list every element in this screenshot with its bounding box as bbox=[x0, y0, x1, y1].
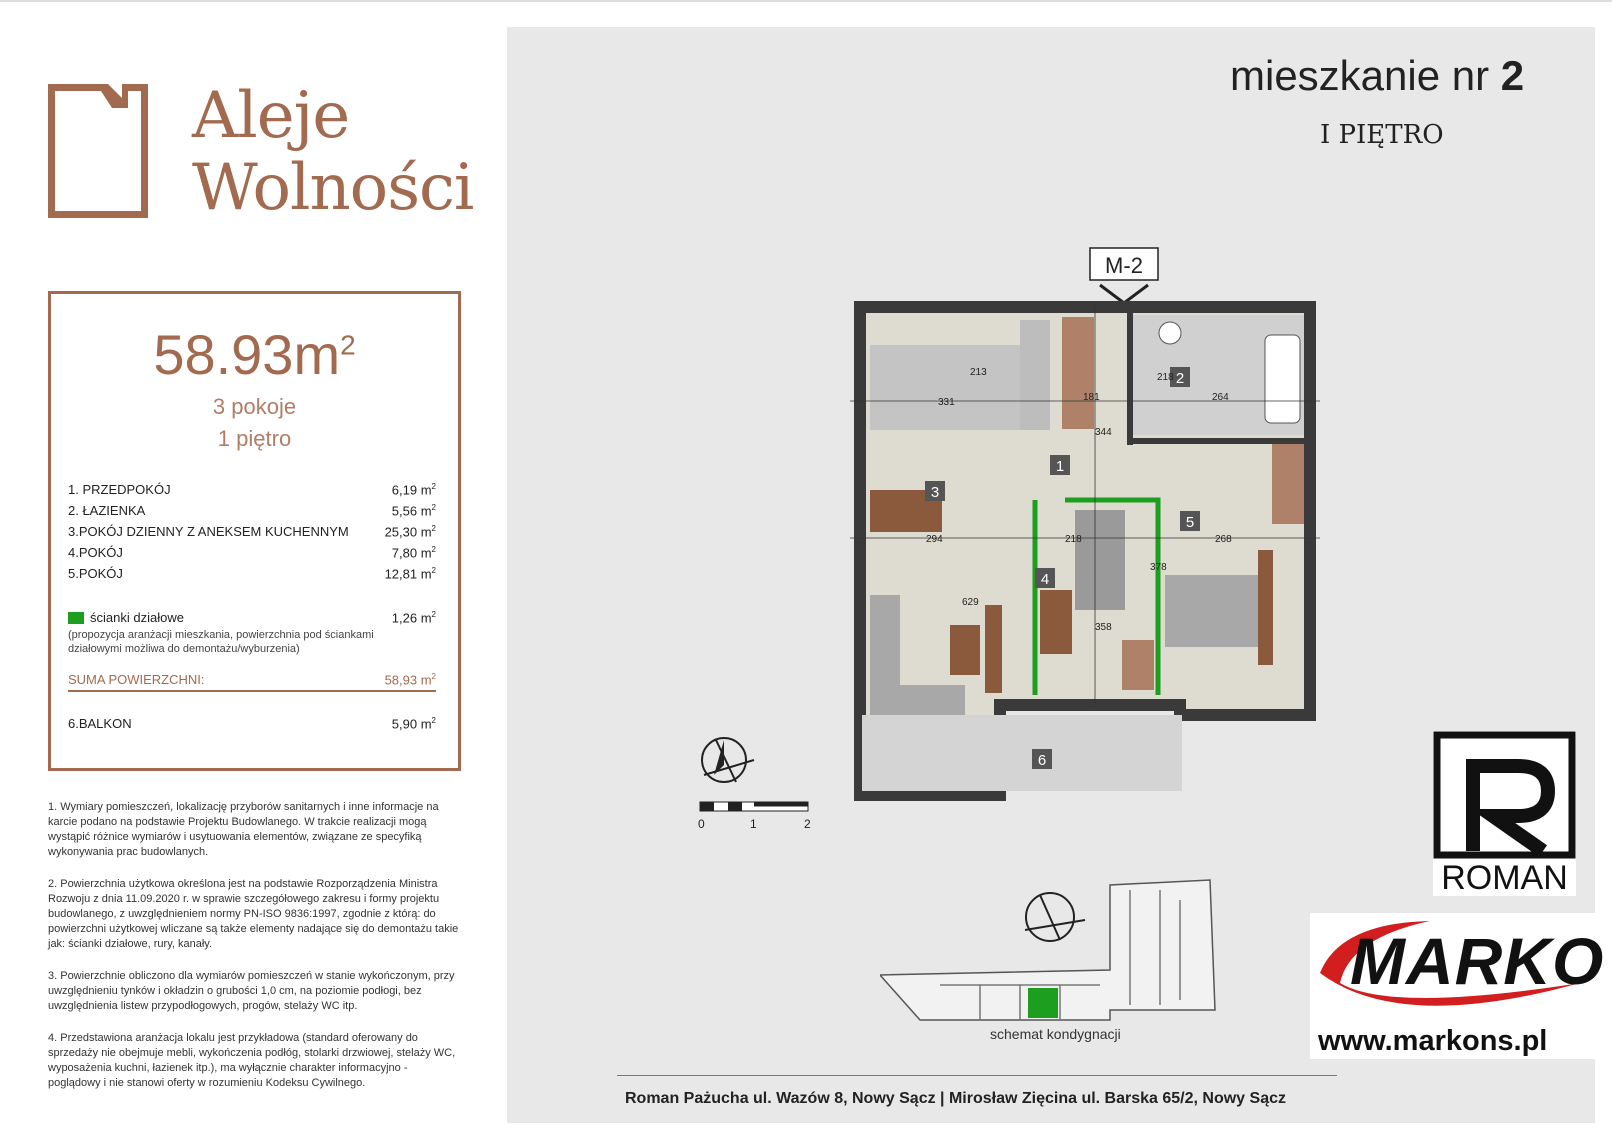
roman-logo-text: ROMAN bbox=[1441, 859, 1568, 897]
sum-row: SUMA POWIERZCHNI: 58,93 $m^2$ bbox=[68, 672, 436, 692]
svg-text:181: 181 bbox=[1083, 392, 1100, 403]
brand-logo-text bbox=[192, 80, 473, 224]
desk bbox=[1040, 590, 1072, 654]
sink-icon bbox=[1159, 322, 1181, 344]
svg-text:629: 629 bbox=[962, 597, 979, 608]
svg-text:264: 264 bbox=[1212, 392, 1229, 403]
svg-text:378: 378 bbox=[1150, 562, 1167, 573]
room-number-2: 2 bbox=[1175, 370, 1185, 387]
note-2: 2. Powierzchnia użytkowa określona jest na podstawie Rozporządzenia Ministra Rozwoju z dnia 11.09.2020 r. w sprawie szczegółowego zakresu i formy projektu budowlanego, z uwzględnieniem normy PN-ISO 9836:1997, zgodnie z którą: do powierzchni użytkowej wliczane są także elementy nadające się do demontażu takie jak: ścianki działowe, rury, kanały. bbox=[48, 878, 459, 950]
svg-text:218: 218 bbox=[1065, 534, 1082, 545]
marko-url: www.markons.pl bbox=[1318, 1025, 1548, 1057]
summary-box bbox=[48, 291, 461, 771]
bathtub-icon bbox=[1265, 335, 1300, 423]
marko-logo-text: MARKO bbox=[1350, 924, 1605, 998]
rooms-count: 3 pokoje bbox=[212, 394, 297, 419]
room-number-3: 3 bbox=[930, 484, 940, 501]
scale-label: 1 bbox=[750, 817, 757, 831]
brand-line-2: Wolności bbox=[192, 151, 474, 225]
roman-logo bbox=[1433, 731, 1576, 896]
svg-text:344: 344 bbox=[1095, 427, 1112, 438]
svg-text:331: 331 bbox=[938, 397, 955, 408]
logo-mark-icon bbox=[48, 84, 148, 218]
flat-location-marker bbox=[1028, 988, 1058, 1018]
floor-title: I PIĘTRO bbox=[1320, 120, 1444, 150]
room-number-5: 5 bbox=[1185, 514, 1195, 531]
room-row: 4.POKÓJ 7,80 $m^2$ bbox=[68, 545, 436, 561]
tv-stand bbox=[985, 605, 1002, 693]
coffee-table bbox=[950, 625, 980, 675]
footer-rule bbox=[617, 1075, 1337, 1076]
svg-text:268: 268 bbox=[1215, 534, 1232, 545]
walls-row: ścianki działowe 1,26 $m^2$ bbox=[90, 610, 436, 626]
bed-frame bbox=[1258, 550, 1273, 665]
note-4: 4. Przedstawiona aranżacja lokalu jest przykładowa (standard oferowany do sprzedaży nie obejmuje mebli, wykończenia podłóg, stolarki drzwiowej, stelaży WC, wyposażenia kuchni, łazienek itp.), ma wyłącznie charakter informacyjno - poglądowy i nie stanowi oferty w rozumieniu Kodeksu Cywilnego. bbox=[48, 1032, 456, 1089]
floor-plan bbox=[840, 245, 1330, 830]
scale-label: 0 bbox=[698, 817, 705, 831]
room-row: 3.POKÓJ DZIENNY Z ANEKSEM KUCHENNYM 25,30 $m^2$ bbox=[68, 524, 436, 540]
note-3: 3. Powierzchnie obliczono dla wymiarów pomieszczeń w stanie wykończonym, przy uwzględnieniu tynków i okładzin o grubości 1,0 cm, na poziomie podłogi, bez uwzględnienia listew przypodłogowych, progów, stelaży WC itp. bbox=[48, 970, 455, 1012]
flat-title: mieszkanie nr 2 bbox=[1230, 52, 1525, 99]
wardrobe-room5 bbox=[1272, 442, 1304, 524]
floor-schema bbox=[880, 860, 1240, 1030]
balcony-floor bbox=[862, 715, 1182, 791]
kitchen-appliance bbox=[1020, 320, 1050, 430]
brand-line-1: Aleje bbox=[192, 79, 350, 153]
bed-room4 bbox=[1075, 510, 1125, 610]
flat-tag: M-2 bbox=[1105, 253, 1143, 278]
floor-label: 1 piętro bbox=[217, 426, 292, 451]
wardrobe-room4 bbox=[1122, 640, 1154, 690]
note-1: 1. Wymiary pomieszczeń, lokalizację przyborów sanitarnych i inne informacje na karcie podano na podstawie Projektu Budowlanego. W trakcie realizacji mogą wystąpić różnice wymiarów i usytuowania elementów, związane ze specyfiką wykonywania prac budowlanych. bbox=[48, 801, 439, 858]
room-number-1: 1 bbox=[1055, 458, 1065, 475]
wardrobe-hall bbox=[1062, 317, 1094, 429]
bed-room5 bbox=[1165, 575, 1270, 647]
entrance-arrow-icon bbox=[1100, 285, 1148, 303]
room-number-6: 6 bbox=[1037, 752, 1047, 769]
scale-bar bbox=[698, 800, 818, 834]
total-area: $58.93m^2$ bbox=[153, 323, 356, 386]
balcony-row: 6.BALKON 5,90 $m^2$ bbox=[68, 716, 436, 732]
sofa bbox=[870, 595, 900, 725]
svg-text:218: 218 bbox=[1157, 372, 1174, 383]
svg-text:294: 294 bbox=[926, 534, 943, 545]
top-rule bbox=[0, 0, 1612, 2]
svg-text:358: 358 bbox=[1095, 622, 1112, 633]
scale-label: 2 bbox=[804, 817, 811, 831]
room-number-4: 4 bbox=[1040, 571, 1050, 588]
room-row: 1. PRZEDPOKÓJ 6,19 $m^2$ bbox=[68, 482, 436, 498]
walls-note: (propozycja aranżacji mieszkania, powierzchnia pod ściankami działowymi możliwa do demontażu/wyburzenia) bbox=[68, 629, 374, 655]
room-row: 5.POKÓJ 12,81 $m^2$ bbox=[68, 566, 436, 582]
schema-label: schemat kondygnacji bbox=[990, 1026, 1121, 1042]
room-row: 2. ŁAZIENKA 5,56 $m^2$ bbox=[68, 503, 436, 519]
footer-text: Roman Pażucha ul. Wazów 8, Nowy Sącz | Mirosław Zięcina ul. Barska 65/2, Nowy Sącz bbox=[625, 1090, 1286, 1107]
marko-logo bbox=[1310, 913, 1605, 1059]
svg-text:213: 213 bbox=[970, 367, 987, 378]
compass-icon bbox=[694, 730, 764, 790]
